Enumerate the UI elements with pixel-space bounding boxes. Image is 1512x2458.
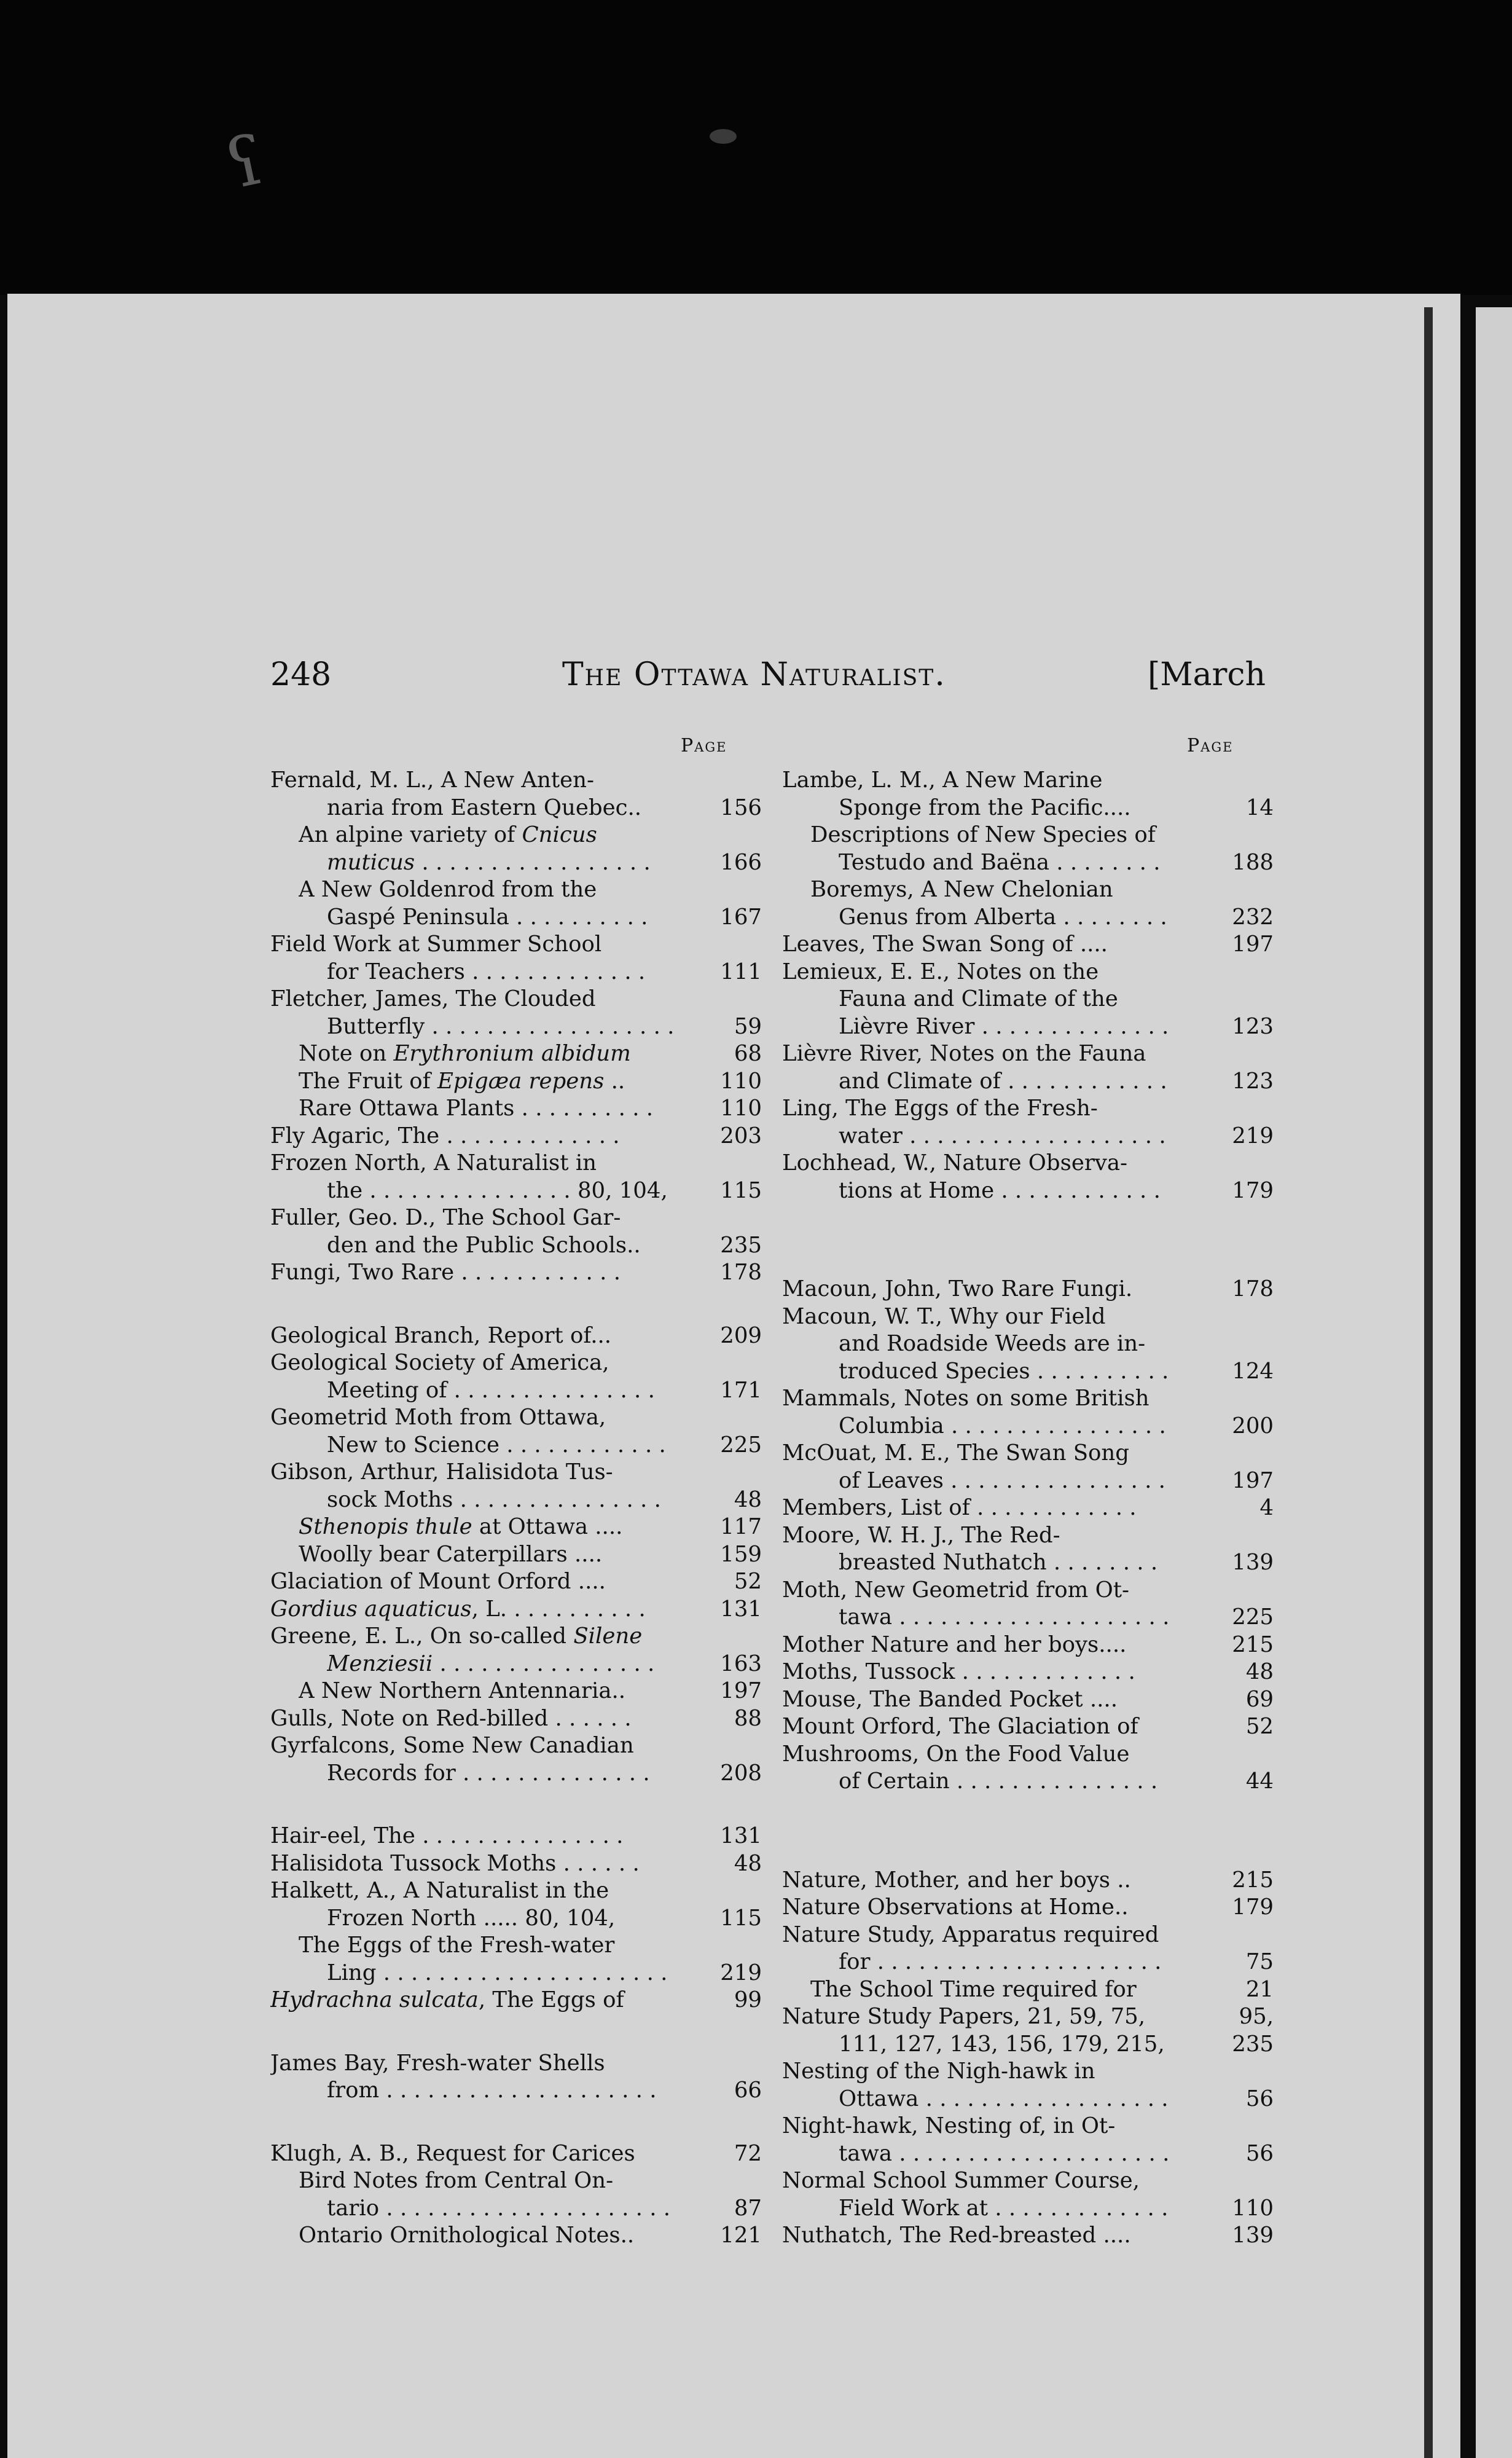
- entry-text: for . . . . . . . . . . . . . . . . . . . . .: [839, 1949, 1162, 1974]
- entry-page-number: 179: [1232, 1895, 1274, 1920]
- entry-text: Moths, Tussock . . . . . . . . . . . . .: [782, 1659, 1135, 1684]
- entry-text: Gulls, Note on Red-billed . . . . . .: [270, 1705, 632, 1731]
- left-page-column-label: Page: [681, 735, 727, 756]
- entry-page-number: 131: [720, 1596, 762, 1622]
- entry-page-number: 48: [734, 1486, 762, 1512]
- entry-page-number: 208: [720, 1760, 762, 1786]
- entry-text: Ontario Ornithological Notes..: [299, 2223, 635, 2248]
- index-entry: [270, 1177, 762, 1205]
- entry-page-number: 88: [734, 1705, 762, 1731]
- index-entry: [782, 2222, 1274, 2250]
- entry-text: tawa . . . . . . . . . . . . . . . . . . . .: [839, 2140, 1170, 2166]
- index-entry: [270, 1987, 762, 2014]
- entry-page-number: 115: [720, 1905, 762, 1931]
- entry-text: naria from Eastern Quebec..: [327, 795, 642, 820]
- index-entry: [270, 1204, 762, 1232]
- index-entry: [782, 1068, 1274, 1096]
- index-entry: [270, 1349, 762, 1377]
- entry-page-number: 115: [720, 1177, 762, 1203]
- entry-page-number: 203: [720, 1123, 762, 1149]
- entry-page-number: 44: [1245, 1769, 1274, 1794]
- entry-text: Lambe, L. M., A New Marine: [782, 768, 1103, 793]
- section-gap: [270, 1787, 762, 1823]
- index-entry: [782, 1741, 1274, 1769]
- entry-text: Fletcher, James, The Clouded: [270, 986, 596, 1011]
- index-entry: [270, 2195, 762, 2223]
- index-entry: [782, 1358, 1274, 1386]
- index-entry: [270, 1123, 762, 1150]
- entry-page-number: 215: [1232, 1631, 1274, 1657]
- entry-page-number: 235: [1232, 2031, 1274, 2057]
- index-entry: [270, 1150, 762, 1177]
- index-entry: [782, 931, 1274, 959]
- entry-text: Nature Study Papers, 21, 59, 75,: [782, 2004, 1146, 2029]
- index-entry: [782, 2086, 1274, 2113]
- entry-text: Mammals, Notes on some British: [782, 1386, 1150, 1411]
- index-entry: [782, 1330, 1274, 1358]
- index-entry: [782, 1123, 1274, 1150]
- index-entry: [270, 1823, 762, 1850]
- entry-page-number: 56: [1245, 2086, 1274, 2111]
- index-entry: [270, 1040, 762, 1068]
- entry-page-number: 99: [734, 1987, 762, 2012]
- entry-text: Descriptions of New Species of: [810, 822, 1156, 847]
- entry-text: Ottawa . . . . . . . . . . . . . . . . . .: [839, 2086, 1169, 2111]
- index-entry: [270, 1013, 762, 1041]
- index-entry: [270, 1651, 762, 1678]
- index-entry: [782, 1040, 1274, 1068]
- index-entry: [782, 2003, 1274, 2031]
- index-entry: [782, 2113, 1274, 2140]
- entry-text: Fungi, Two Rare . . . . . . . . . . . .: [270, 1260, 621, 1285]
- entry-page-number: 209: [720, 1322, 762, 1348]
- entry-page-number: 110: [720, 1096, 762, 1121]
- entry-page-number: 200: [1232, 1413, 1274, 1439]
- right-index-column: [782, 767, 1274, 2250]
- entry-text: sock Moths . . . . . . . . . . . . . . .: [327, 1486, 661, 1512]
- entry-text: Night-hawk, Nesting of, in Ot-: [782, 2113, 1116, 2138]
- entry-page-number: 52: [734, 1569, 762, 1594]
- entry-text: Field Work at Summer School: [270, 932, 602, 957]
- entry-page-number: 219: [1232, 1123, 1274, 1149]
- entry-text: from . . . . . . . . . . . . . . . . . . . .: [327, 2078, 657, 2103]
- entry-text: Note on Erythronium albidum: [299, 1041, 631, 1066]
- entry-text: A New Goldenrod from the: [299, 877, 597, 902]
- index-entry: [782, 2167, 1274, 2195]
- entry-text: Hair-eel, The . . . . . . . . . . . . . . .: [270, 1823, 624, 1848]
- entry-page-number: 131: [720, 1823, 762, 1848]
- entry-text: The Fruit of Epigæa repens ..: [299, 1068, 625, 1094]
- entry-text: Columbia . . . . . . . . . . . . . . . .: [839, 1413, 1166, 1439]
- entry-page-number: 197: [1232, 1467, 1274, 1493]
- index-entry: [782, 1768, 1274, 1796]
- entry-text: An alpine variety of Cnicus: [299, 822, 597, 847]
- entry-text: Gibson, Arthur, Halisidota Tus-: [270, 1459, 613, 1485]
- entry-page-number: 179: [1232, 1177, 1274, 1203]
- entry-text: Genus from Alberta . . . . . . . .: [839, 904, 1167, 930]
- index-entry: [782, 2195, 1274, 2223]
- entry-page-number: 123: [1232, 1068, 1274, 1094]
- index-entry: [782, 1013, 1274, 1041]
- section-gap: [270, 2105, 762, 2140]
- index-entry: [270, 1960, 762, 1987]
- entry-text: tions at Home . . . . . . . . . . . .: [839, 1177, 1161, 1203]
- entry-page-number: 21: [1245, 1976, 1274, 2002]
- index-entry: [782, 1894, 1274, 1922]
- entry-text: Gaspé Peninsula . . . . . . . . . .: [327, 904, 648, 930]
- index-entry: [270, 931, 762, 959]
- index-entry: [782, 1276, 1274, 1303]
- index-entry: [270, 1850, 762, 1878]
- entry-text: Klugh, A. B., Request for Carices: [270, 2140, 635, 2166]
- page-edge: [1424, 307, 1433, 2458]
- index-entry: [782, 2140, 1274, 2168]
- entry-text: New to Science . . . . . . . . . . . .: [327, 1432, 666, 1458]
- index-entry: [270, 904, 762, 932]
- index-entry: [782, 1659, 1274, 1686]
- entry-text: Butterfly . . . . . . . . . . . . . . . . . .: [327, 1013, 675, 1039]
- index-entry: [782, 1976, 1274, 2004]
- issue-month: [March: [1148, 656, 1266, 693]
- index-entry: [270, 1259, 762, 1287]
- entry-text: Mouse, The Banded Pocket ....: [782, 1686, 1118, 1712]
- entry-text: Mount Orford, The Glaciation of: [782, 1714, 1138, 1739]
- entry-text: Halisidota Tussock Moths . . . . . .: [270, 1850, 640, 1876]
- entry-page-number: 72: [734, 2140, 762, 2166]
- entry-page-number: 197: [1232, 932, 1274, 957]
- entry-text: Frozen North, A Naturalist in: [270, 1150, 597, 1176]
- entry-text: Meeting of . . . . . . . . . . . . . . .: [327, 1377, 655, 1403]
- entry-page-number: 171: [720, 1377, 762, 1403]
- index-entry: [782, 1631, 1274, 1659]
- entry-page-number: 117: [720, 1514, 762, 1539]
- index-entry: [782, 1604, 1274, 1631]
- entry-text: Greene, E. L., On so-called Silene: [270, 1624, 643, 1649]
- index-entry: [270, 795, 762, 822]
- entry-page-number: 139: [1232, 2223, 1274, 2248]
- entry-page-number: 178: [720, 1260, 762, 1285]
- index-entry: [270, 959, 762, 986]
- entry-text: Halkett, A., A Naturalist in the: [270, 1878, 609, 1903]
- entry-text: Leaves, The Swan Song of ....: [782, 932, 1108, 957]
- left-index-column: [270, 767, 762, 2250]
- index-entry: [270, 1905, 762, 1933]
- index-entry: [270, 1596, 762, 1624]
- running-title: The Ottawa Naturalist.: [562, 656, 946, 693]
- entry-page-number: 166: [720, 849, 762, 875]
- entry-text: tawa . . . . . . . . . . . . . . . . . . . .: [839, 1604, 1170, 1630]
- entry-text: and Roadside Weeds are in-: [839, 1331, 1146, 1356]
- entry-text: Frozen North ..... 80, 104,: [327, 1905, 616, 1931]
- entry-text: Menziesii . . . . . . . . . . . . . . . .: [327, 1651, 655, 1676]
- entry-text: The School Time required for: [810, 1976, 1137, 2002]
- entry-page-number: 68: [734, 1041, 762, 1066]
- entry-text: Records for . . . . . . . . . . . . . .: [327, 1760, 650, 1786]
- entry-text: Geological Branch, Report of...: [270, 1322, 612, 1348]
- index-entry: [782, 1949, 1274, 1976]
- entry-text: Nesting of the Nigh-hawk in: [782, 2059, 1095, 2084]
- entry-page-number: 59: [734, 1013, 762, 1039]
- entry-text: Sthenopis thule at Ottawa ....: [299, 1514, 623, 1539]
- entry-page-number: 48: [1245, 1659, 1274, 1684]
- entry-page-number: 188: [1232, 849, 1274, 875]
- entry-text: troduced Species . . . . . . . . . .: [839, 1358, 1169, 1384]
- entry-page-number: 225: [720, 1432, 762, 1458]
- entry-page-number: 139: [1232, 1550, 1274, 1575]
- entry-page-number: 215: [1232, 1867, 1274, 1893]
- entry-text: Field Work at . . . . . . . . . . . . .: [839, 2195, 1169, 2221]
- entry-page-number: 95,: [1239, 2004, 1274, 2029]
- entry-text: Lièvre River, Notes on the Fauna: [782, 1041, 1146, 1066]
- index-entry: [782, 1494, 1274, 1522]
- index-entry: [782, 1522, 1274, 1550]
- index-entry: [782, 1150, 1274, 1177]
- index-entry: [782, 795, 1274, 822]
- entry-text: Hydrachna sulcata, The Eggs of: [270, 1987, 624, 2012]
- index-entry: [782, 1577, 1274, 1604]
- index-entry: [270, 1377, 762, 1405]
- entry-text: Nature, Mother, and her boys ..: [782, 1867, 1131, 1893]
- entry-page-number: 56: [1245, 2140, 1274, 2166]
- section-gap: [782, 1831, 1274, 1867]
- index-entry: [270, 1678, 762, 1705]
- entry-page-number: 52: [1245, 1714, 1274, 1739]
- entry-page-number: 4: [1259, 1495, 1274, 1520]
- index-entry: [270, 2140, 762, 2168]
- section-gap: [270, 1287, 762, 1322]
- index-entry: [270, 1514, 762, 1541]
- entry-text: Fuller, Geo. D., The School Gar-: [270, 1205, 621, 1230]
- entry-text: Nuthatch, The Red-breasted ....: [782, 2223, 1131, 2248]
- index-entry: [782, 1549, 1274, 1577]
- index-entry: [782, 767, 1274, 795]
- index-entry: [782, 2031, 1274, 2059]
- index-entry: [270, 1095, 762, 1123]
- index-entry: [270, 1568, 762, 1596]
- index-entry: [270, 1459, 762, 1486]
- index-entry: [270, 1068, 762, 1096]
- index-entry: [270, 1404, 762, 1432]
- entry-text: James Bay, Fresh-water Shells: [270, 2050, 605, 2076]
- entry-text: den and the Public Schools..: [327, 1232, 641, 1258]
- index-entry: [782, 959, 1274, 986]
- index-entry: [270, 2167, 762, 2195]
- entry-page-number: 159: [720, 1541, 762, 1567]
- entry-text: the . . . . . . . . . . . . . . . 80, 104,: [327, 1177, 668, 1203]
- entry-text: Fly Agaric, The . . . . . . . . . . . . .: [270, 1123, 620, 1149]
- entry-text: Geological Society of America,: [270, 1350, 609, 1375]
- entry-page-number: 66: [734, 2078, 762, 2103]
- index-entry: [270, 1877, 762, 1905]
- index-entry: [270, 1232, 762, 1260]
- entry-text: 111, 127, 143, 156, 179, 215,: [839, 2031, 1165, 2057]
- index-entry: [270, 849, 762, 877]
- index-entry: [270, 2222, 762, 2250]
- entry-text: McOuat, M. E., The Swan Song: [782, 1440, 1130, 1466]
- index-entry: [270, 876, 762, 904]
- index-entry: [782, 1177, 1274, 1205]
- entry-page-number: 178: [1232, 1276, 1274, 1302]
- index-entry: [782, 1922, 1274, 1949]
- entry-page-number: 123: [1232, 1013, 1274, 1039]
- index-entry: [270, 2050, 762, 2078]
- next-page-edge: [1476, 307, 1512, 2458]
- entry-page-number: 197: [720, 1678, 762, 1703]
- entry-text: Nature Study, Apparatus required: [782, 1922, 1159, 1947]
- entry-page-number: 163: [720, 1651, 762, 1676]
- entry-page-number: 14: [1245, 795, 1274, 820]
- entry-page-number: 87: [734, 2195, 762, 2221]
- entry-page-number: 111: [720, 959, 762, 984]
- entry-text: Fernald, M. L., A New Anten-: [270, 768, 594, 793]
- section-gap: [782, 1204, 1274, 1240]
- index-entry: [270, 822, 762, 849]
- entry-page-number: 75: [1245, 1949, 1274, 1974]
- entry-text: Glaciation of Mount Orford ....: [270, 1569, 606, 1594]
- entry-text: Gordius aquaticus, L. . . . . . . . . . .: [270, 1596, 646, 1622]
- index-entry: [270, 1623, 762, 1651]
- index-entry: [782, 1303, 1274, 1331]
- entry-page-number: 69: [1245, 1686, 1274, 1712]
- entry-text: Bird Notes from Central On-: [299, 2168, 614, 2193]
- entry-text: muticus . . . . . . . . . . . . . . . . .: [327, 849, 651, 875]
- entry-text: Boremys, A New Chelonian: [810, 877, 1113, 902]
- index-entry: [782, 822, 1274, 849]
- entry-text: The Eggs of the Fresh-water: [299, 1933, 615, 1958]
- entry-page-number: 48: [734, 1850, 762, 1876]
- entry-text: Moore, W. H. J., The Red-: [782, 1522, 1060, 1548]
- index-entry: [270, 1486, 762, 1514]
- scan-smudge-mark: ʕ: [219, 120, 272, 205]
- entry-page-number: 121: [720, 2223, 762, 2248]
- index-entry: [270, 1432, 762, 1459]
- entry-page-number: 225: [1232, 1604, 1274, 1630]
- entry-page-number: 156: [720, 795, 762, 820]
- index-entry: [270, 986, 762, 1013]
- entry-text: Gyrfalcons, Some New Canadian: [270, 1733, 634, 1758]
- entry-text: Mushrooms, On the Food Value: [782, 1741, 1130, 1767]
- entry-page-number: 110: [1232, 2195, 1274, 2221]
- entry-text: Lochhead, W., Nature Observa-: [782, 1150, 1128, 1176]
- entry-text: Fauna and Climate of the: [839, 986, 1118, 1011]
- index-entry: [782, 876, 1274, 904]
- entry-text: breasted Nuthatch . . . . . . . .: [839, 1550, 1158, 1575]
- entry-page-number: 232: [1232, 904, 1274, 930]
- page-number: 248: [270, 656, 332, 693]
- index-entry: [270, 1932, 762, 1960]
- index-entry: [782, 2058, 1274, 2086]
- scan-dust-spot: [710, 129, 737, 144]
- entry-page-number: 219: [720, 1960, 762, 1985]
- entry-text: of Certain . . . . . . . . . . . . . . .: [839, 1769, 1158, 1794]
- index-entry: [782, 1440, 1274, 1467]
- entry-text: Lemieux, E. E., Notes on the: [782, 959, 1099, 984]
- entry-text: of Leaves . . . . . . . . . . . . . . . .: [839, 1467, 1165, 1493]
- entry-text: Normal School Summer Course,: [782, 2168, 1140, 2193]
- entry-text: Testudo and Baëna . . . . . . . .: [839, 849, 1161, 875]
- entry-text: Moth, New Geometrid from Ot-: [782, 1577, 1129, 1603]
- index-entry: [782, 1467, 1274, 1495]
- entry-text: Members, List of . . . . . . . . . . . .: [782, 1495, 1137, 1520]
- index-entry: [270, 2077, 762, 2105]
- index-entry: [270, 767, 762, 795]
- index-entry: [270, 1705, 762, 1733]
- index-entry: [782, 1413, 1274, 1440]
- entry-text: Rare Ottawa Plants . . . . . . . . . .: [299, 1096, 654, 1121]
- entry-text: Macoun, W. T., Why our Field: [782, 1303, 1106, 1329]
- entry-page-number: 110: [720, 1068, 762, 1094]
- entry-text: A New Northern Antennaria..: [299, 1678, 626, 1703]
- entry-page-number: 235: [720, 1232, 762, 1258]
- entry-text: Macoun, John, Two Rare Fungi.: [782, 1276, 1133, 1302]
- section-gap: [782, 1240, 1274, 1276]
- entry-text: water . . . . . . . . . . . . . . . . . . .: [839, 1123, 1166, 1149]
- entry-text: for Teachers . . . . . . . . . . . . .: [327, 959, 646, 984]
- index-entry: [782, 904, 1274, 932]
- right-page-column-label: Page: [1187, 735, 1234, 756]
- index-entry: [782, 1385, 1274, 1413]
- section-gap: [270, 2014, 762, 2050]
- entry-text: Sponge from the Pacific....: [839, 795, 1131, 820]
- entry-text: Mother Nature and her boys....: [782, 1631, 1127, 1657]
- index-entry: [270, 1732, 762, 1760]
- section-gap: [782, 1796, 1274, 1831]
- index-entry: [782, 986, 1274, 1013]
- index-entry: [270, 1541, 762, 1569]
- entry-text: tario . . . . . . . . . . . . . . . . . . . . .: [327, 2195, 671, 2221]
- entry-text: Nature Observations at Home..: [782, 1895, 1129, 1920]
- entry-text: Ling . . . . . . . . . . . . . . . . . . . . .: [327, 1960, 668, 1985]
- entry-text: and Climate of . . . . . . . . . . . .: [839, 1068, 1167, 1094]
- entry-text: Ling, The Eggs of the Fresh-: [782, 1096, 1098, 1121]
- index-entry: [782, 1095, 1274, 1123]
- index-entry: [782, 1713, 1274, 1741]
- index-entry: [270, 1760, 762, 1788]
- entry-page-number: 124: [1232, 1358, 1274, 1384]
- entry-text: Geometrid Moth from Ottawa,: [270, 1405, 606, 1430]
- index-entry: [270, 1322, 762, 1350]
- entry-page-number: 167: [720, 904, 762, 930]
- index-entry: [782, 1867, 1274, 1895]
- entry-text: Lièvre River . . . . . . . . . . . . . .: [839, 1013, 1169, 1039]
- index-entry: [782, 1686, 1274, 1714]
- index-entry: [782, 849, 1274, 877]
- entry-text: Woolly bear Caterpillars ....: [299, 1541, 603, 1567]
